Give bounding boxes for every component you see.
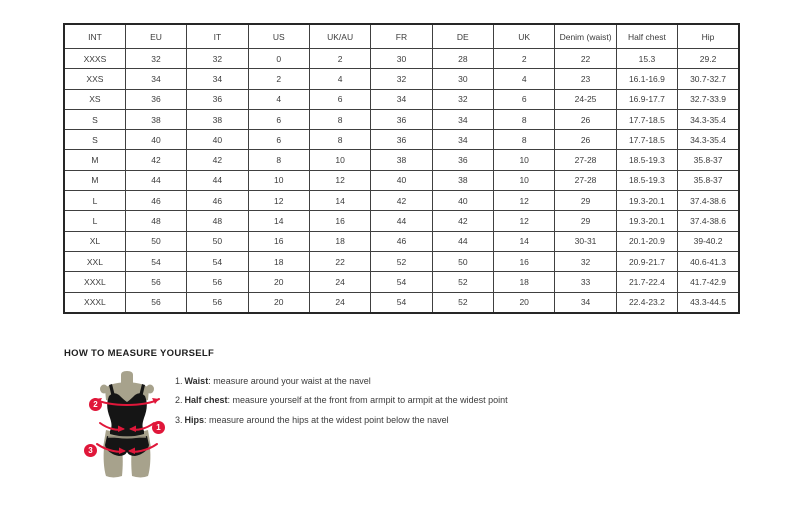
size-cell: 17.7-18.5	[616, 130, 677, 150]
size-cell: 38	[371, 150, 432, 170]
size-cell: L	[64, 191, 125, 211]
size-cell: 34	[555, 292, 616, 313]
size-cell: 24	[309, 272, 370, 292]
size-cell: XXXL	[64, 272, 125, 292]
size-cell: 34	[125, 69, 186, 89]
size-cell: 40	[187, 130, 248, 150]
size-cell: 16.9-17.7	[616, 89, 677, 109]
size-cell: 54	[125, 251, 186, 271]
briefs-garment	[105, 436, 149, 456]
size-cell: 36	[187, 89, 248, 109]
size-cell: 6	[248, 109, 309, 129]
table-row	[64, 109, 739, 129]
size-cell: 19.3-20.1	[616, 211, 677, 231]
size-cell: 14	[494, 231, 555, 251]
size-cell: 39-40.2	[678, 231, 739, 251]
size-cell: 26	[555, 109, 616, 129]
step-number: 2.	[175, 395, 183, 406]
size-cell: 23	[555, 69, 616, 89]
size-cell: 18.5-19.3	[616, 170, 677, 190]
column-header: INT	[64, 24, 125, 49]
column-header: Half chest	[616, 24, 677, 49]
size-cell: 20.1-20.9	[616, 231, 677, 251]
size-cell: 0	[248, 49, 309, 69]
size-cell: 44	[432, 231, 493, 251]
size-cell: 20.9-21.7	[616, 251, 677, 271]
size-cell: 18	[494, 272, 555, 292]
column-header: DE	[432, 24, 493, 49]
size-cell: XL	[64, 231, 125, 251]
size-cell: 17.7-18.5	[616, 109, 677, 129]
size-cell: 50	[187, 231, 248, 251]
step-label: Half chest	[184, 395, 228, 406]
size-cell: 50	[125, 231, 186, 251]
size-cell: 26	[555, 130, 616, 150]
size-cell: S	[64, 130, 125, 150]
size-cell: 42	[371, 191, 432, 211]
size-cell: 52	[432, 272, 493, 292]
size-cell: 8	[494, 130, 555, 150]
size-cell: XXL	[64, 251, 125, 271]
size-cell: 30.7-32.7	[678, 69, 739, 89]
size-cell: 34.3-35.4	[678, 109, 739, 129]
size-cell: 32	[187, 49, 248, 69]
size-cell: 52	[432, 292, 493, 313]
table-row	[64, 49, 739, 69]
size-cell: 10	[494, 150, 555, 170]
size-cell: 35.8-37	[678, 150, 739, 170]
size-cell: 54	[187, 251, 248, 271]
size-cell: 32.7-33.9	[678, 89, 739, 109]
size-cell: 46	[371, 231, 432, 251]
size-cell: 22	[309, 251, 370, 271]
size-cell: 12	[309, 170, 370, 190]
size-cell: 29	[555, 211, 616, 231]
size-cell: 34	[432, 109, 493, 129]
size-cell: 24-25	[555, 89, 616, 109]
size-cell: 8	[309, 130, 370, 150]
size-cell: 15.3	[616, 49, 677, 69]
size-cell: 43.3-44.5	[678, 292, 739, 313]
table-row	[64, 130, 739, 150]
table-header-row	[64, 24, 739, 49]
size-cell: 8	[494, 109, 555, 129]
size-cell: 6	[248, 130, 309, 150]
size-cell: 48	[187, 211, 248, 231]
size-cell: 54	[371, 272, 432, 292]
size-cell: 56	[125, 272, 186, 292]
size-cell: 10	[309, 150, 370, 170]
size-cell: 27-28	[555, 150, 616, 170]
size-cell: 30-31	[555, 231, 616, 251]
size-cell: 36	[432, 150, 493, 170]
size-cell: M	[64, 150, 125, 170]
size-cell: 28	[432, 49, 493, 69]
size-cell: 21.7-22.4	[616, 272, 677, 292]
size-cell: 40	[125, 130, 186, 150]
size-cell: 32	[432, 89, 493, 109]
step-number: 3.	[175, 414, 183, 425]
table-row	[64, 292, 739, 313]
size-cell: XXS	[64, 69, 125, 89]
measurement-figure	[78, 368, 178, 486]
size-cell: 42	[432, 211, 493, 231]
size-cell: 6	[309, 89, 370, 109]
size-cell: 29.2	[678, 49, 739, 69]
size-cell: 22.4-23.2	[616, 292, 677, 313]
step-text: : measure around your waist at the navel	[208, 376, 371, 386]
size-cell: XXXS	[64, 49, 125, 69]
table-row	[64, 231, 739, 251]
measure-steps-list	[175, 372, 508, 430]
size-cell: 18	[309, 231, 370, 251]
size-cell: 20	[248, 272, 309, 292]
size-cell: L	[64, 211, 125, 231]
size-cell: 32	[125, 49, 186, 69]
size-cell: XS	[64, 89, 125, 109]
size-cell: 40.6-41.3	[678, 251, 739, 271]
column-header: US	[248, 24, 309, 49]
size-cell: 38	[125, 109, 186, 129]
size-cell: 56	[187, 272, 248, 292]
size-cell: 4	[494, 69, 555, 89]
measure-badge-2: 2	[89, 398, 102, 411]
size-chart-table	[63, 23, 740, 314]
size-cell: 12	[248, 191, 309, 211]
size-cell: 34	[187, 69, 248, 89]
size-cell: 16	[309, 211, 370, 231]
size-cell: 8	[248, 150, 309, 170]
column-header: UK	[494, 24, 555, 49]
measure-step-half-chest	[175, 391, 508, 410]
size-cell: 33	[555, 272, 616, 292]
size-cell: 2	[248, 69, 309, 89]
size-cell: 37.4-38.6	[678, 191, 739, 211]
size-cell: 4	[248, 89, 309, 109]
step-number: 1.	[175, 376, 183, 386]
size-cell: 42	[125, 150, 186, 170]
step-label: Waist	[184, 376, 209, 386]
size-cell: 36	[371, 109, 432, 129]
table-row	[64, 211, 739, 231]
size-cell: 30	[371, 49, 432, 69]
column-header: FR	[371, 24, 432, 49]
size-cell: 27-28	[555, 170, 616, 190]
size-cell: 12	[494, 211, 555, 231]
size-cell: 34.3-35.4	[678, 130, 739, 150]
column-header: EU	[125, 24, 186, 49]
size-cell: 40	[432, 191, 493, 211]
size-cell: 30	[432, 69, 493, 89]
step-label: Hips	[184, 414, 205, 425]
size-cell: S	[64, 109, 125, 129]
table-row	[64, 89, 739, 109]
size-cell: 14	[309, 191, 370, 211]
size-cell: 2	[494, 49, 555, 69]
size-cell: 32	[371, 69, 432, 89]
size-cell: 37.4-38.6	[678, 211, 739, 231]
table-row	[64, 191, 739, 211]
size-cell: 12	[494, 191, 555, 211]
measure-badge-3: 3	[84, 444, 97, 457]
size-cell: 24	[309, 292, 370, 313]
table-row	[64, 272, 739, 292]
size-cell: 4	[309, 69, 370, 89]
size-cell: 48	[125, 211, 186, 231]
size-cell: 52	[371, 251, 432, 271]
size-cell: 34	[432, 130, 493, 150]
size-cell: 20	[494, 292, 555, 313]
table-row	[64, 69, 739, 89]
measure-step-hips	[175, 411, 508, 430]
size-cell: 18.5-19.3	[616, 150, 677, 170]
size-cell: 44	[187, 170, 248, 190]
column-header: IT	[187, 24, 248, 49]
step-text: : measure yourself at the front from armpit to armpit at the widest point	[227, 395, 508, 406]
table-row	[64, 251, 739, 271]
column-header: Hip	[678, 24, 739, 49]
size-cell: 36	[371, 130, 432, 150]
size-cell: 19.3-20.1	[616, 191, 677, 211]
size-cell: 29	[555, 191, 616, 211]
size-cell: 44	[125, 170, 186, 190]
size-cell: 6	[494, 89, 555, 109]
size-cell: 32	[555, 251, 616, 271]
column-header: Denim (waist)	[555, 24, 616, 49]
size-cell: 16.1-16.9	[616, 69, 677, 89]
size-cell: 35.8-37	[678, 170, 739, 190]
size-cell: 2	[309, 49, 370, 69]
size-cell: 44	[371, 211, 432, 231]
size-cell: M	[64, 170, 125, 190]
size-cell: 46	[187, 191, 248, 211]
size-cell: 38	[187, 109, 248, 129]
column-header: UK/AU	[309, 24, 370, 49]
step-text: : measure around the hips at the widest point below the navel	[204, 414, 449, 425]
size-cell: 18	[248, 251, 309, 271]
size-cell: 42	[187, 150, 248, 170]
size-table-body	[64, 49, 739, 313]
size-cell: 34	[371, 89, 432, 109]
size-cell: 16	[494, 251, 555, 271]
size-cell: 40	[371, 170, 432, 190]
size-cell: 10	[494, 170, 555, 190]
size-cell: 38	[432, 170, 493, 190]
size-table-head	[64, 24, 739, 49]
size-cell: 56	[187, 292, 248, 313]
size-cell: 36	[125, 89, 186, 109]
size-cell: 8	[309, 109, 370, 129]
size-cell: 46	[125, 191, 186, 211]
size-cell: 22	[555, 49, 616, 69]
size-cell: 14	[248, 211, 309, 231]
size-cell: 16	[248, 231, 309, 251]
size-cell: 41.7-42.9	[678, 272, 739, 292]
measure-section-title: HOW TO MEASURE YOURSELF	[64, 348, 215, 359]
measure-badge-1: 1	[152, 421, 165, 434]
measure-step-waist	[175, 372, 508, 391]
size-cell: 56	[125, 292, 186, 313]
size-cell: 10	[248, 170, 309, 190]
table-row	[64, 170, 739, 190]
table-row	[64, 150, 739, 170]
size-cell: XXXL	[64, 292, 125, 313]
size-cell: 20	[248, 292, 309, 313]
size-cell: 54	[371, 292, 432, 313]
size-cell: 50	[432, 251, 493, 271]
